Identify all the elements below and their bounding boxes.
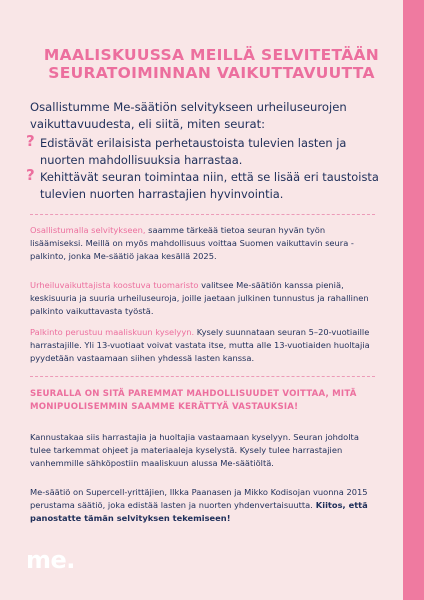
callout-text [30,388,375,414]
paragraph-encourage: Kannustakaa siis harrastajia ja huoltajia vastaamaan kyselyyn. Seuran johdolta tulee tarkemmat ohjeet ja materiaaleja kyselystä. Kysely tulee harrastajien vanhemmille sähköpostiin maaliskuun alussa Me-säätiöltä. [30,432,359,468]
me-logo: me. [26,546,75,574]
paragraph-jury [30,279,375,318]
highlight-text: Urheiluvaikuttajista koostuva tuomaristo [30,280,199,290]
intro-text: Osallistumme Me-säätiön selvitykseen urheiluseurojen vaikuttavuudesta, eli siitä, miten seurat: [30,100,347,131]
bullet-text: Edistävät erilaisista perhetaustoista tulevien lasten ja nuorten mahdollisuuksia harrastaa. [40,136,347,167]
paragraph-text: Kysely suunnataan seuran 5–20-vuotiaille harrastajille. Yli 13-vuotiaat voivat vastata itse, mutta alle 13-vuotiaiden huoltajia pyydetään vastaamaan siihen yhdessä lasten kanssa. [30,327,370,363]
title-line-2: SEURATOIMINNAN VAIKUTTAVUUTTA [48,64,375,82]
paragraph-text: Me-säätiö on Supercell-yrittäjien, Ilkka Paanasen ja Mikko Kodisojan vuonna 2015 perustama säätiö, joka edistää lasten ja nuorten yhdenvertaisuutta. [30,487,368,510]
paragraph-text: saamme tärkeää tietoa seuran hyvän työn lisäämiseksi. Meillä on myös mahdollisuus voittaa Suomen vaikuttavin seura -palkinto, jonka Me-säätiö jakaa kesällä 2025. [30,225,354,261]
callout-line-2: MONIPUOLISEMMIN SAAMME KERÄTTYÄ VASTAUKSIA! [30,402,299,412]
bullet-item [26,132,385,169]
page-title [39,46,384,82]
paragraph-text: valitsee Me-säätiön kanssa pieniä, keskisuuria ja suuria urheiluseuroja, joille jaetaan julkinen tunnustus ja rahallinen palkinto vaikuttavasta työstä. [30,280,369,316]
divider [30,376,375,377]
callout-line-1: SEURALLA ON SITÄ PAREMMAT MAHDOLLISUUDET VOITTAA, MITÄ [30,389,357,399]
side-stripe [403,0,424,600]
thanks-text: Kiitos, että panostatte tämän selvityksen tekemiseen! [30,500,368,523]
divider [30,214,375,215]
question-mark-icon: ? [26,132,35,150]
paragraph-survey [30,326,375,365]
paragraph-participation [30,224,375,263]
bullet-list [26,132,385,203]
paragraph-foundation [30,486,375,525]
bullet-item [26,166,385,203]
highlight-text: Osallistumalla selvitykseen, [30,225,146,235]
title-line-1: MAALISKUUSSA MEILLÄ SELVITETÄÄN [43,46,380,64]
question-mark-icon: ? [26,166,35,184]
bullet-text: Kehittävät seuran toimintaa niin, että se lisää eri taustoista tulevien nuorten harrastajien hyvinvointia. [40,170,379,201]
highlight-text: Palkinto perustuu maaliskuun kyselyyn. [30,327,195,337]
